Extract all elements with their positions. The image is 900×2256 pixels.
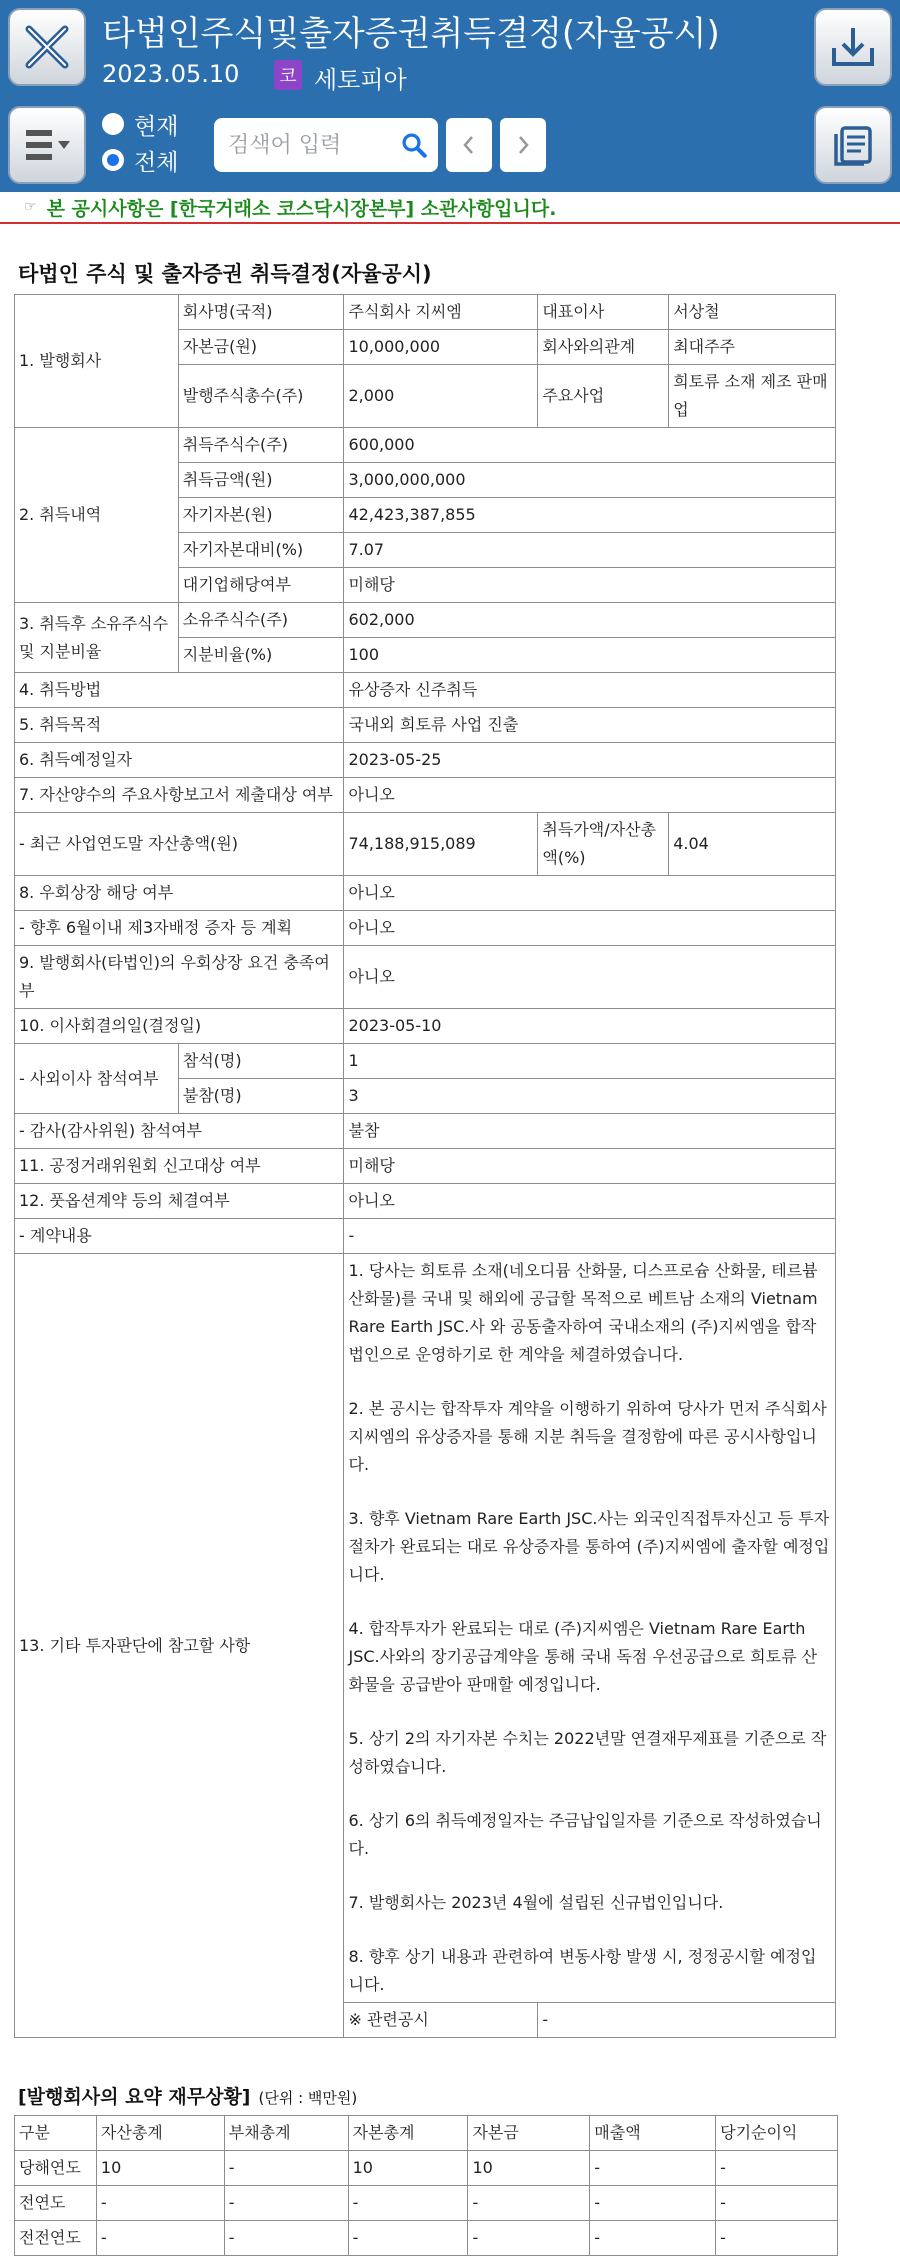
financial-unit: (단위 : 백만원) bbox=[258, 2089, 358, 2107]
value-cell: - bbox=[344, 1219, 836, 1254]
remark-item: 4. 합작투자가 완료되는 대로 (주)지씨엠은 Vietnam Rare Earth JSC.사와의 장기공급계약을 통해 국내 독점 우선공급으로 희토류 산화물을 공급받아 판매할 예정입니다. bbox=[348, 1619, 818, 1694]
table-cell: - bbox=[716, 2151, 838, 2186]
value-cell: 10,000,000 bbox=[344, 330, 538, 365]
radio-current[interactable] bbox=[102, 106, 178, 142]
page-title: 타법인주식및출자증권취득결정(자율공시) bbox=[102, 14, 720, 54]
table-cell: - bbox=[590, 2221, 716, 2256]
value-cell: 아니오 bbox=[344, 1184, 836, 1219]
radio-current-label: 현재 bbox=[134, 113, 179, 140]
label-cell: 4. 취득방법 bbox=[15, 673, 344, 708]
value-cell: 7.07 bbox=[344, 533, 836, 568]
disclosure-table bbox=[14, 294, 836, 2038]
search-input[interactable] bbox=[226, 132, 400, 159]
label-cell: 2. 취득내역 bbox=[15, 428, 179, 603]
column-header: 자본총계 bbox=[348, 2116, 468, 2151]
table-cell: - bbox=[224, 2221, 348, 2256]
document-list-icon bbox=[828, 120, 878, 170]
label-cell: 8. 우회상장 해당 여부 bbox=[15, 876, 344, 911]
label-cell: - 감사(감사위원) 참석여부 bbox=[15, 1114, 344, 1149]
menu-button[interactable] bbox=[8, 106, 86, 184]
download-button[interactable] bbox=[814, 8, 892, 86]
column-header: 구분 bbox=[15, 2116, 97, 2151]
table-row bbox=[15, 428, 836, 463]
table-cell: - bbox=[348, 2186, 468, 2221]
chevron-right-icon bbox=[513, 133, 533, 157]
table-cell: 당해연도 bbox=[15, 2151, 97, 2186]
top-toolbar bbox=[0, 0, 900, 192]
table-row bbox=[15, 876, 836, 911]
value-cell: 2023-05-10 bbox=[344, 1009, 836, 1044]
company-link[interactable]: 세토피아 bbox=[314, 66, 407, 94]
value-cell: 42,423,387,855 bbox=[344, 498, 836, 533]
notice-text: 본 공시사항은 [한국거래소 코스닥시장본부] 소관사항입니다. bbox=[46, 197, 557, 220]
value-cell: 미해당 bbox=[344, 1149, 836, 1184]
value-cell: 아니오 bbox=[344, 911, 836, 946]
label-cell: 5. 취득목적 bbox=[15, 708, 344, 743]
table-row bbox=[15, 708, 836, 743]
label-cell: 7. 자산양수의 주요사항보고서 제출대상 여부 bbox=[15, 778, 344, 813]
market-badge: 코 bbox=[274, 60, 302, 90]
table-cell: - bbox=[96, 2186, 224, 2221]
table-cell: - bbox=[590, 2151, 716, 2186]
financial-section-title bbox=[18, 2082, 838, 2109]
value-cell: 미해당 bbox=[344, 568, 836, 603]
label-cell: - 최근 사업연도말 자산총액(원) bbox=[15, 813, 344, 876]
column-header: 자산총계 bbox=[96, 2116, 224, 2151]
label-cell: - 계약내용 bbox=[15, 1219, 344, 1254]
label-cell: 자기자본대비(%) bbox=[178, 533, 344, 568]
table-cell: - bbox=[716, 2186, 838, 2221]
table-cell: 10 bbox=[348, 2151, 468, 2186]
value-cell: - bbox=[538, 2003, 836, 2038]
table-cell: - bbox=[468, 2221, 590, 2256]
value-cell: 2,000 bbox=[344, 365, 538, 428]
value-cell: 아니오 bbox=[344, 876, 836, 911]
label-cell: 불참(명) bbox=[178, 1079, 344, 1114]
value-cell: 74,188,915,089 bbox=[344, 813, 538, 876]
label-cell: 참석(명) bbox=[178, 1044, 344, 1079]
radio-all-button[interactable] bbox=[102, 149, 124, 171]
table-row bbox=[15, 1184, 836, 1219]
table-cell: 10 bbox=[468, 2151, 590, 2186]
table-cell: - bbox=[468, 2186, 590, 2221]
table-row bbox=[15, 1009, 836, 1044]
value-cell: 유상증자 신주취득 bbox=[344, 673, 836, 708]
search-box bbox=[214, 118, 438, 172]
next-button[interactable] bbox=[500, 118, 546, 172]
table-row bbox=[15, 603, 836, 638]
value-cell: 4.04 bbox=[669, 813, 836, 876]
value-cell: 불참 bbox=[344, 1114, 836, 1149]
label-cell: 1. 발행회사 bbox=[15, 295, 179, 428]
table-row bbox=[15, 2221, 838, 2256]
chevron-left-icon bbox=[459, 133, 479, 157]
label-cell: 13. 기타 투자판단에 참고할 사항 bbox=[15, 1254, 344, 2038]
table-row bbox=[15, 1114, 836, 1149]
table-row bbox=[15, 1149, 836, 1184]
table-cell: 10 bbox=[96, 2151, 224, 2186]
label-cell: 취득가액/자산총액(%) bbox=[538, 813, 669, 876]
table-row bbox=[15, 813, 836, 876]
remark-item: 5. 상기 2의 자기자본 수치는 2022년말 연결재무제표를 기준으로 작성하였습니다. bbox=[348, 1729, 827, 1776]
pointing-hand-icon: ☞ bbox=[24, 199, 37, 215]
table-row bbox=[15, 295, 836, 330]
table-cell: 전전연도 bbox=[15, 2221, 97, 2256]
column-header: 부채총계 bbox=[224, 2116, 348, 2151]
remark-item: 8. 향후 상기 내용과 관련하여 변동사항 발생 시, 정정공시할 예정입니다. bbox=[348, 1947, 817, 1994]
table-cell: - bbox=[224, 2186, 348, 2221]
label-cell: 취득금액(원) bbox=[178, 463, 344, 498]
table-row bbox=[15, 743, 836, 778]
table-cell: - bbox=[224, 2151, 348, 2186]
column-header: 당기순이익 bbox=[716, 2116, 838, 2151]
document-heading: 타법인 주식 및 출자증권 취득결정(자율공시) bbox=[18, 262, 432, 286]
download-icon bbox=[828, 22, 878, 72]
table-cell: - bbox=[96, 2221, 224, 2256]
remark-item: 2. 본 공시는 합작투자 계약을 이행하기 위하여 당사가 먼저 주식회사 지씨엠의 유상증자를 통해 지분 취득을 결정함에 따른 공시사항입니다. bbox=[348, 1399, 827, 1474]
label-cell: 12. 풋옵션계약 등의 체결여부 bbox=[15, 1184, 344, 1219]
label-cell: 대표이사 bbox=[538, 295, 669, 330]
value-cell: 국내외 희토류 사업 진출 bbox=[344, 708, 836, 743]
value-cell: 600,000 bbox=[344, 428, 836, 463]
table-header-row bbox=[15, 2116, 838, 2151]
label-cell: 발행주식총수(주) bbox=[178, 365, 344, 428]
table-row bbox=[15, 911, 836, 946]
value-cell: 희토류 소재 제조 판매업 bbox=[669, 365, 836, 428]
radio-current-button[interactable] bbox=[102, 113, 124, 135]
column-header: 자본금 bbox=[468, 2116, 590, 2151]
financial-title: [발행회사의 요약 재무상황] bbox=[18, 2086, 251, 2108]
value-cell: 3 bbox=[344, 1079, 836, 1114]
financial-table bbox=[14, 2115, 838, 2256]
label-cell: 10. 이사회결의일(결정일) bbox=[15, 1009, 344, 1044]
label-cell: 자본금(원) bbox=[178, 330, 344, 365]
label-cell: 3. 취득후 소유주식수 및 지분비율 bbox=[15, 603, 179, 673]
value-cell: 서상철 bbox=[669, 295, 836, 330]
table-row bbox=[15, 2151, 838, 2186]
value-cell: 1 bbox=[344, 1044, 836, 1079]
close-button[interactable] bbox=[8, 8, 86, 86]
table-cell: - bbox=[716, 2221, 838, 2256]
table-row bbox=[15, 778, 836, 813]
table-cell: - bbox=[590, 2186, 716, 2221]
label-cell: 9. 발행회사(타법인)의 우회상장 요건 충족여부 bbox=[15, 946, 344, 1009]
table-row bbox=[15, 1219, 836, 1254]
table-row bbox=[15, 2186, 838, 2221]
label-cell: - 향후 6월이내 제3자배정 증자 등 계획 bbox=[15, 911, 344, 946]
table-row bbox=[15, 946, 836, 1009]
label-cell: 6. 취득예정일자 bbox=[15, 743, 344, 778]
prev-button[interactable] bbox=[446, 118, 492, 172]
close-icon bbox=[19, 19, 75, 75]
label-cell: 소유주식수(주) bbox=[178, 603, 344, 638]
remarks-cell bbox=[344, 1254, 836, 2003]
label-cell: 주요사업 bbox=[538, 365, 669, 428]
value-cell: 아니오 bbox=[344, 946, 836, 1009]
label-cell: 자기자본(원) bbox=[178, 498, 344, 533]
remark-item: 1. 당사는 희토류 소재(네오디뮴 산화물, 디스프로슘 산화물, 테르븀 산화물)를 국내 및 해외에 공급할 목적으로 베트남 소재의 Vietnam Rare Earth JSC.사 와 공동출자하여 국내소재의 (주)지씨엠을 합작법인으로 운영하기로 한 계약을 체결하였습니다. bbox=[348, 1261, 818, 1364]
document-list-button[interactable] bbox=[814, 106, 892, 184]
disclosure-content bbox=[14, 258, 838, 2256]
value-cell: 아니오 bbox=[344, 778, 836, 813]
label-cell: 11. 공정거래위원회 신고대상 여부 bbox=[15, 1149, 344, 1184]
table-row bbox=[15, 1044, 836, 1079]
label-cell: 회사명(국적) bbox=[178, 295, 344, 330]
label-cell: 지분비율(%) bbox=[178, 638, 344, 673]
value-cell: 최대주주 bbox=[669, 330, 836, 365]
label-cell: 대기업해당여부 bbox=[178, 568, 344, 603]
table-cell: - bbox=[348, 2221, 468, 2256]
radio-all-label: 전체 bbox=[134, 149, 179, 176]
remark-item: 6. 상기 6의 취득예정일자는 주금납입일자를 기준으로 작성하였습니다. bbox=[348, 1811, 822, 1858]
label-cell: 취득주식수(주) bbox=[178, 428, 344, 463]
remark-item: 7. 발행회사는 2023년 4월에 설립된 신규법인입니다. bbox=[348, 1893, 724, 1912]
value-cell: 2023-05-25 bbox=[344, 743, 836, 778]
label-cell: - 사외이사 참석여부 bbox=[15, 1044, 179, 1114]
value-cell: 602,000 bbox=[344, 603, 836, 638]
radio-all[interactable] bbox=[102, 142, 178, 178]
label-cell: 회사와의관계 bbox=[538, 330, 669, 365]
value-cell: 100 bbox=[344, 638, 836, 673]
menu-icon bbox=[20, 122, 74, 168]
label-cell: ※ 관련공시 bbox=[344, 2003, 538, 2038]
search-icon[interactable] bbox=[400, 128, 428, 162]
table-row bbox=[15, 673, 836, 708]
jurisdiction-notice bbox=[0, 192, 900, 224]
table-row bbox=[15, 1254, 836, 2003]
disclosure-date: 2023.05.10 bbox=[102, 60, 240, 88]
value-cell: 3,000,000,000 bbox=[344, 463, 836, 498]
value-cell: 주식회사 지씨엠 bbox=[344, 295, 538, 330]
table-cell: 전연도 bbox=[15, 2186, 97, 2221]
column-header: 매출액 bbox=[590, 2116, 716, 2151]
remark-item: 3. 향후 Vietnam Rare Earth JSC.사는 외국인직접투자신고 등 투자절차가 완료되는 대로 유상증자를 통하여 (주)지씨엠에 출자할 예정입니다. bbox=[348, 1509, 830, 1584]
